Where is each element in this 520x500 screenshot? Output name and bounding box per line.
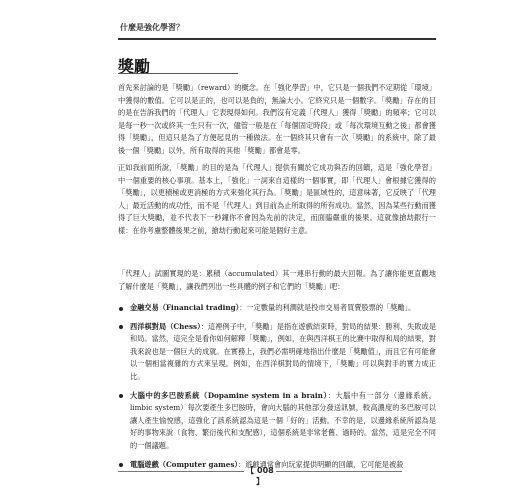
list-item-text: ：大腦中有一部分（邊緣系統，limbic system）每次要產生多巴胺時，會向大腦的其他部分發送訊號，較高濃度的多巴胺可以讓人產生愉悅感，這強化了該系統認為這是一個「好的」活動。不幸的是，以邊緣系統所認為是好的事物來說（食物、繁衍後代和支配感），這個系統是非常老舊、過時的。當然，這是完全不同的一個議題。	[130, 390, 436, 450]
bullet-icon	[119, 307, 123, 311]
list-item-term: 電腦遊戲（Computer games）	[130, 459, 238, 469]
list-item-text: ：這裡例子中，「獎勵」是指在遊戲結束時，對局的結果：勝利、失敗或是和局。當然，這完全是看你如何解釋「獎勵」，例如，在與西洋棋王的比賽中取得和局的結果，對我來說也是一個巨大的成就。在實務上，我們必需明確地指出什麼是「獎勵值」，而且它有可能會以一個相當複雜的方式來呈現。例如，在西洋棋對局的情境下，「獎勵」可以與對手的實力成正比。	[130, 321, 437, 381]
section-title-underline	[118, 73, 238, 74]
paragraph-2: 正如我前面所說，「獎勵」的目的是為「代理人」提供有關於它成功與否的回饋，這是「強化學習」中一個重要的核心事項。基本上，「強化」一詞來自這樣的一個事實，即「代理人」會根據它獲得的「獎勵」，以更積極或更消極的方式來強化其行為。「獎勵」是區域性的，這意味著，它反映了「代理人」最近活動的成功性，而不是「代理人」到目前為止所取得的所有成功。當然，因為某些行動而獲得了巨大獎勵，並不代表下一秒鐘你不會因為先前的決定，而面臨嚴重的後果。這就像搶劫銀行一樣：在你考慮整體後果之前，搶劫行動起來可能是個好主意。	[118, 163, 436, 235]
list-item-term: 大腦中的多巴胺系統（Dopamine system in a brain）	[130, 390, 328, 400]
list-item	[118, 459, 436, 472]
section-title: 獎勵	[118, 57, 151, 76]
footer-rule-left	[118, 471, 244, 472]
bullet-icon	[119, 463, 123, 467]
list-item-term: 金融交易（Financial trading）	[130, 303, 240, 312]
list-item-text: ：一定數量的利潤就是投市交易者買賣股票的「獎勵」。	[239, 303, 416, 312]
list-item	[118, 302, 436, 315]
reward-examples-list	[118, 302, 436, 477]
list-item-term: 西洋棋對局（Chess）	[130, 321, 201, 331]
bullet-icon	[119, 394, 123, 398]
page-number: 【 008 】	[246, 466, 274, 486]
footer-rule-right	[276, 471, 402, 472]
header-rule	[118, 38, 436, 40]
bullet-icon	[119, 325, 123, 329]
running-head: 什麼是強化學習？	[120, 23, 184, 32]
list-item-text: ：遊戲通常會向玩家提供明顯的回饋，它可能是被殺	[238, 459, 404, 469]
list-item	[118, 321, 436, 384]
list-item	[118, 390, 436, 453]
paragraph-1: 首先來討論的是「獎勵」（reward）的概念。在「強化學習」中，它只是一個我們不定期從「環境」中獲得的數值。它可以是正的，也可以是負的，無論大小。它終究只是一個數字。「獎勵」存在的目的是在告訴我們的「代理人」它表現得如何。我們沒有定義「代理人」獲得「獎勵」的頻率；它可以是每一秒一次或終其一生只有一次，儘管一般是在「每個固定時段」或「每次環境互動之後」都會獲得「獎勵」，但這只是為了方便起見的一種做法。在一個終其只會有一次「獎勵」的系統中，除了最後一個「獎勵」以外，所有取得的其他「獎勵」都會是零。	[118, 83, 436, 155]
paragraph-3: 「代理人」試圖實現的是：累積（accumulated）其一連串行動的最大回報。為了讓你能更直觀地了解什麼是「獎勵」，讓我們列出一些具體的例子和它們的「獎勵」吧：	[118, 269, 436, 291]
